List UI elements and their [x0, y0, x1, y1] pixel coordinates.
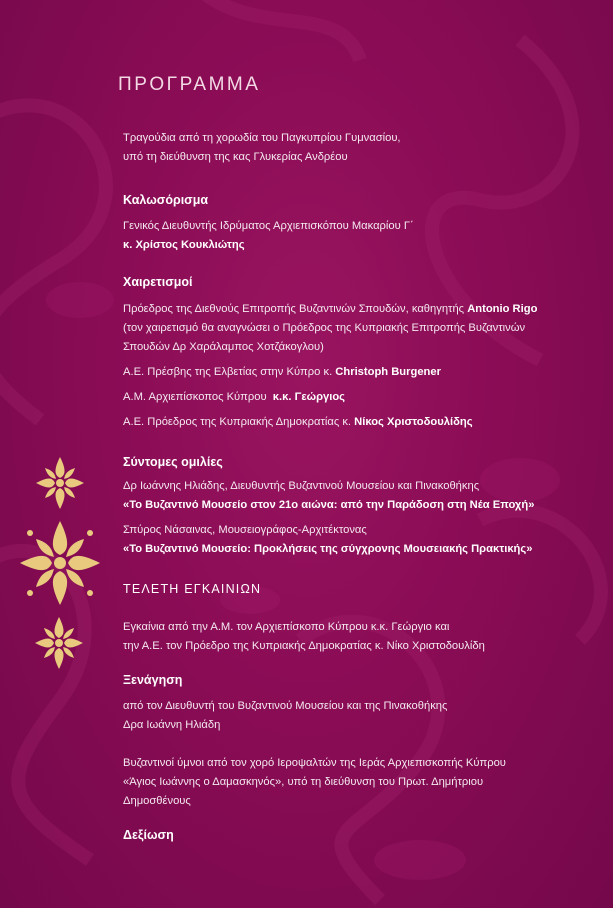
welcome-speaker-name: κ. Χρίστος Κουκλιώτης — [123, 239, 245, 251]
welcome-role: Γενικός Διευθυντής Ιδρύματος Αρχιεπισκόπου Μακαρίου Γ΄ — [123, 220, 414, 232]
greeting-rigo-line-3: Σπουδών Δρ Χαράλαμπος Χοτζάκογλου) — [123, 341, 324, 353]
hymns-line-2: «Άγιος Ιωάννης ο Δαμασκηνός», υπό τη διεύθυνση του Πρωτ. Δημήτριου — [123, 776, 484, 788]
greeting-rigo-name: Antonio Rigo — [467, 303, 538, 315]
greeting-rigo-role: Πρόεδρος της Διεθνούς Επιτροπής Βυζαντινών Σπουδών, καθηγητής — [123, 303, 468, 315]
greeting-archbishop-name: κ.κ. Γεώργιος — [272, 391, 345, 403]
ceremony-line-1: Εγκαίνια από την Α.Μ. τον Αρχιεπίσκοπο Κύπρου κ.κ. Γεώργιο και — [123, 621, 450, 633]
greeting-rigo-line-2: (τον χαιρετισμό θα αναγνώσει ο Πρόεδρος της Κυπριακής Επιτροπής Βυζαντινών — [123, 322, 526, 334]
tour-line-1: από τον Διευθυντή του Βυζαντινού Μουσείου και της Πινακοθήκης — [123, 700, 448, 712]
greetings-heading: Χαιρετισμοί — [123, 275, 193, 289]
reception-heading: Δεξίωση — [123, 828, 174, 842]
greeting-archbishop-role: Α.Μ. Αρχιεπίσκοπος Κύπρου — [123, 391, 273, 403]
tour-line-2: Δρα Ιωάννη Ηλιάδη — [123, 719, 221, 731]
talks-heading: Σύντομες ομιλίες — [123, 455, 223, 469]
hymns-line-3: Δημοσθένους — [123, 795, 191, 807]
gold-floral-ornament-bottom — [33, 615, 85, 671]
talk-2-title-text: «Το Βυζαντινό Μουσείο: Προκλήσεις της σύγχρονης Μουσειακής Πρακτικής» — [123, 543, 533, 555]
welcome-heading: Καλωσόρισμα — [123, 193, 209, 207]
talk-2-title — [123, 540, 532, 559]
greeting-president — [123, 413, 473, 432]
talk-1-title-text: «Το Βυζαντινό Μουσείο στον 21ο αιώνα: από την Παράδοση στη Νέα Εποχή» — [123, 499, 535, 511]
ceremony-line-2: την Α.Ε. τον Πρόεδρο της Κυπριακής Δημοκρατίας κ. Νίκο Χριστοδουλίδη — [123, 640, 485, 652]
talk-1-speaker: Δρ Ιωάννης Ηλιάδης, Διευθυντής Βυζαντινού Μουσείου και Πινακοθήκης — [123, 480, 480, 492]
ceremony-heading: ΤΕΛΕΤΗ ΕΓΚΑΙΝΙΩΝ — [123, 582, 262, 596]
greeting-president-role: Α.Ε. Πρόεδρος της Κυπριακής Δημοκρατίας κ. — [123, 416, 355, 428]
tour-heading: Ξενάγηση — [123, 673, 183, 687]
hymns-line-1: Βυζαντινοί ύμνοι από τον χορό Ιεροψαλτών της Ιεράς Αρχιεπισκοπής Κύπρου — [123, 757, 506, 769]
greeting-swiss-ambassador — [123, 363, 441, 382]
greeting-rigo-line-1 — [123, 300, 537, 319]
page-title: ΠΡΟΓΡΑΜΜΑ — [118, 74, 261, 95]
welcome-name — [123, 236, 245, 255]
gold-floral-ornament-top — [34, 455, 86, 511]
choir-text-line-2: υπό τη διεύθυνση της κας Γλυκερίας Ανδρέου — [123, 151, 348, 163]
greeting-president-name: Νίκος Χριστοδουλίδης — [354, 416, 473, 428]
greeting-archbishop — [123, 388, 345, 407]
talk-1-title — [123, 496, 534, 515]
choir-text-line-1: Τραγούδια από τη χορωδία του Παγκυπρίου Γυμνασίου, — [123, 132, 401, 144]
gold-floral-ornament-middle — [19, 520, 101, 606]
greeting-swiss-role: Α.Ε. Πρέσβης της Ελβετίας στην Κύπρο κ. — [123, 366, 336, 378]
greeting-swiss-name: Christoph Burgener — [335, 366, 441, 378]
talk-2-speaker: Σπύρος Νάσαινας, Μουσειογράφος-Αρχιτέκτονας — [123, 524, 367, 536]
